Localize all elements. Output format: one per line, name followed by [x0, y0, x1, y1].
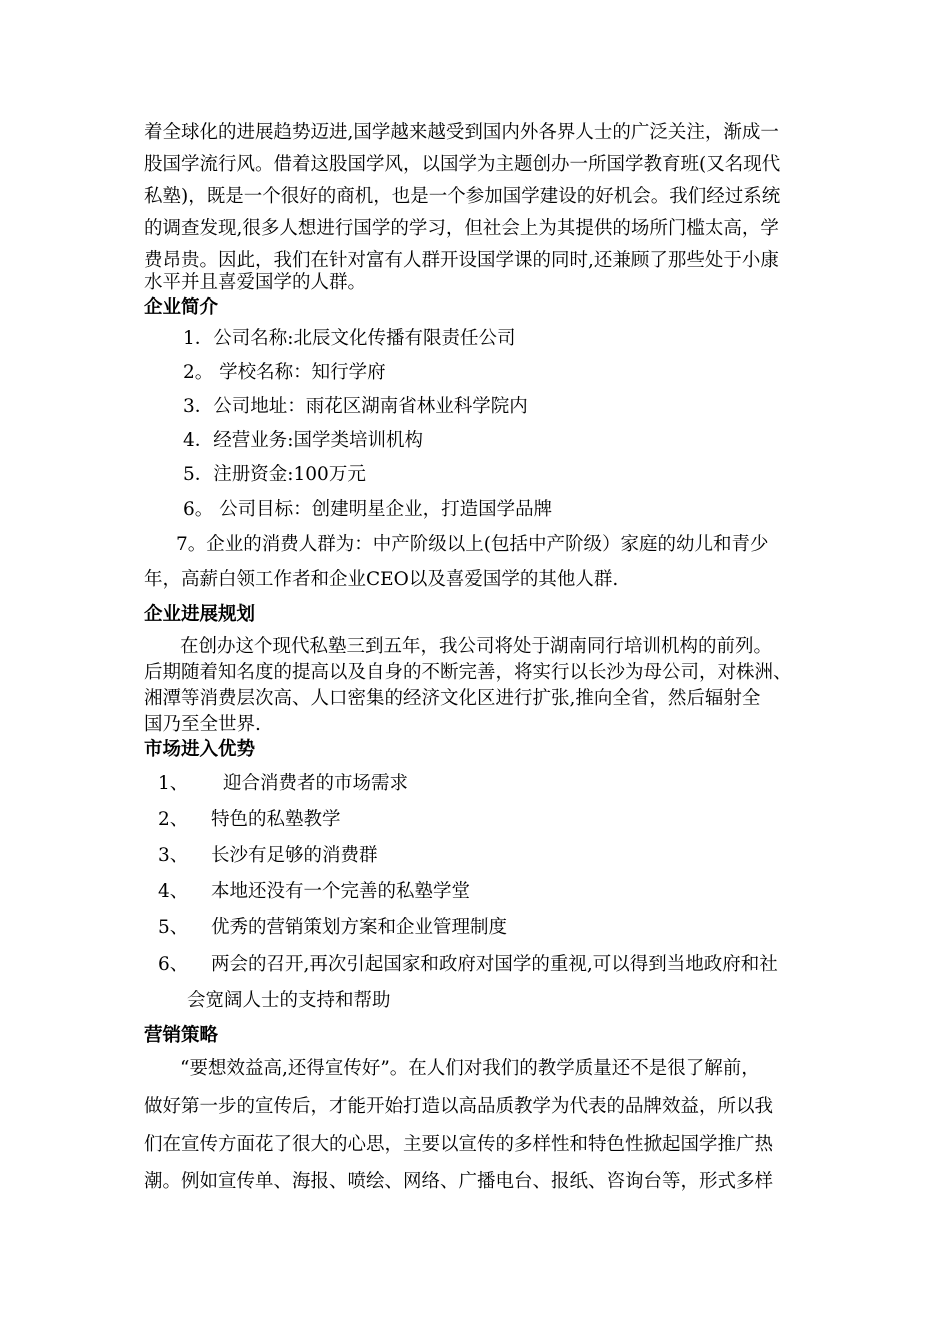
advantage-number: 1、 [158, 773, 189, 794]
section-heading-marketing: 营销策略 [144, 1025, 219, 1046]
section-heading-plan: 企业进展规划 [144, 604, 256, 625]
intro-line: 水平并且喜爱国学的人群。 [144, 272, 367, 293]
advantage-number: 5、 [158, 917, 189, 938]
marketing-line: 潮。例如宣传单、海报、喷绘、网络、广播电台、报纸、咨询台等，形式多样 [144, 1171, 774, 1192]
intro-line: 股国学流行风。借着这股国学风，以国学为主题创办一所国学教育班(又名现代 [144, 154, 781, 175]
profile-item: 3．公司地址：雨花区湖南省林业科学院内 [183, 396, 528, 417]
intro-line: 私塾)，既是一个很好的商机，也是一个参加国学建设的好机会。我们经过系统 [144, 186, 781, 207]
profile-item: 2。 学校名称：知行学府 [183, 362, 386, 383]
intro-line: 费昂贵。因此，我们在针对富有人群开设国学课的同时,还兼顾了那些处于小康 [144, 250, 779, 271]
advantage-item: 特色的私塾教学 [211, 809, 341, 830]
advantage-number: 3、 [158, 845, 189, 866]
marketing-line: “要想效益高,还得宣传好”。在人们对我们的教学质量还不是很了解前， [180, 1058, 760, 1079]
section-heading-advantages: 市场进入优势 [144, 739, 256, 760]
profile-item-7-cont: 年，高薪白领工作者和企业CEO以及喜爱国学的其他人群. [144, 569, 619, 590]
advantage-item-cont: 会宽阔人士的支持和帮助 [187, 990, 391, 1011]
advantage-item: 本地还没有一个完善的私塾学堂 [211, 881, 471, 902]
marketing-line: 们在宣传方面花了很大的心思，主要以宣传的多样性和特色性掀起国学推广热 [144, 1134, 774, 1155]
intro-line: 的调查发现,很多人想进行国学的学习，但社会上为其提供的场所门槛太高，学 [144, 218, 779, 239]
profile-item: 6。 公司目标：创建明星企业，打造国学品牌 [183, 499, 553, 520]
plan-line: 后期随着知名度的提高以及自身的不断完善，将实行以长沙为母公司，对株洲、 [144, 662, 792, 683]
plan-line: 国乃至全世界. [144, 714, 261, 735]
advantage-item: 长沙有足够的消费群 [211, 845, 378, 866]
advantage-number: 6、 [158, 954, 189, 975]
advantage-item: 两会的召开,再次引起国家和政府对国学的重视,可以得到当地政府和社 [211, 954, 778, 975]
profile-item: 4．经营业务:国学类培训机构 [183, 430, 424, 451]
section-heading-profile: 企业简介 [144, 297, 219, 318]
profile-item-7: 7。企业的消费人群为：中产阶级以上(包括中产阶级）家庭的幼儿和青少 [176, 534, 769, 555]
advantage-item: 迎合消费者的市场需求 [223, 773, 409, 794]
advantage-number: 2、 [158, 809, 189, 830]
profile-item: 1．公司名称:北辰文化传播有限责任公司 [183, 328, 516, 349]
advantage-number: 4、 [158, 881, 189, 902]
marketing-line: 做好第一步的宣传后，才能开始打造以高品质教学为代表的品牌效益，所以我 [144, 1096, 774, 1117]
plan-line: 湘潭等消费层次高、人口密集的经济文化区进行扩张,推向全省，然后辐射全 [144, 688, 761, 709]
profile-item: 5．注册资金:100万元 [183, 464, 366, 485]
intro-line: 着全球化的进展趋势迈进,国学越来越受到国内外各界人士的广泛关注，渐成一 [144, 122, 779, 143]
plan-line: 在创办这个现代私塾三到五年，我公司将处于湖南同行培训机构的前列。 [180, 636, 773, 657]
advantage-item: 优秀的营销策划方案和企业管理制度 [211, 917, 508, 938]
